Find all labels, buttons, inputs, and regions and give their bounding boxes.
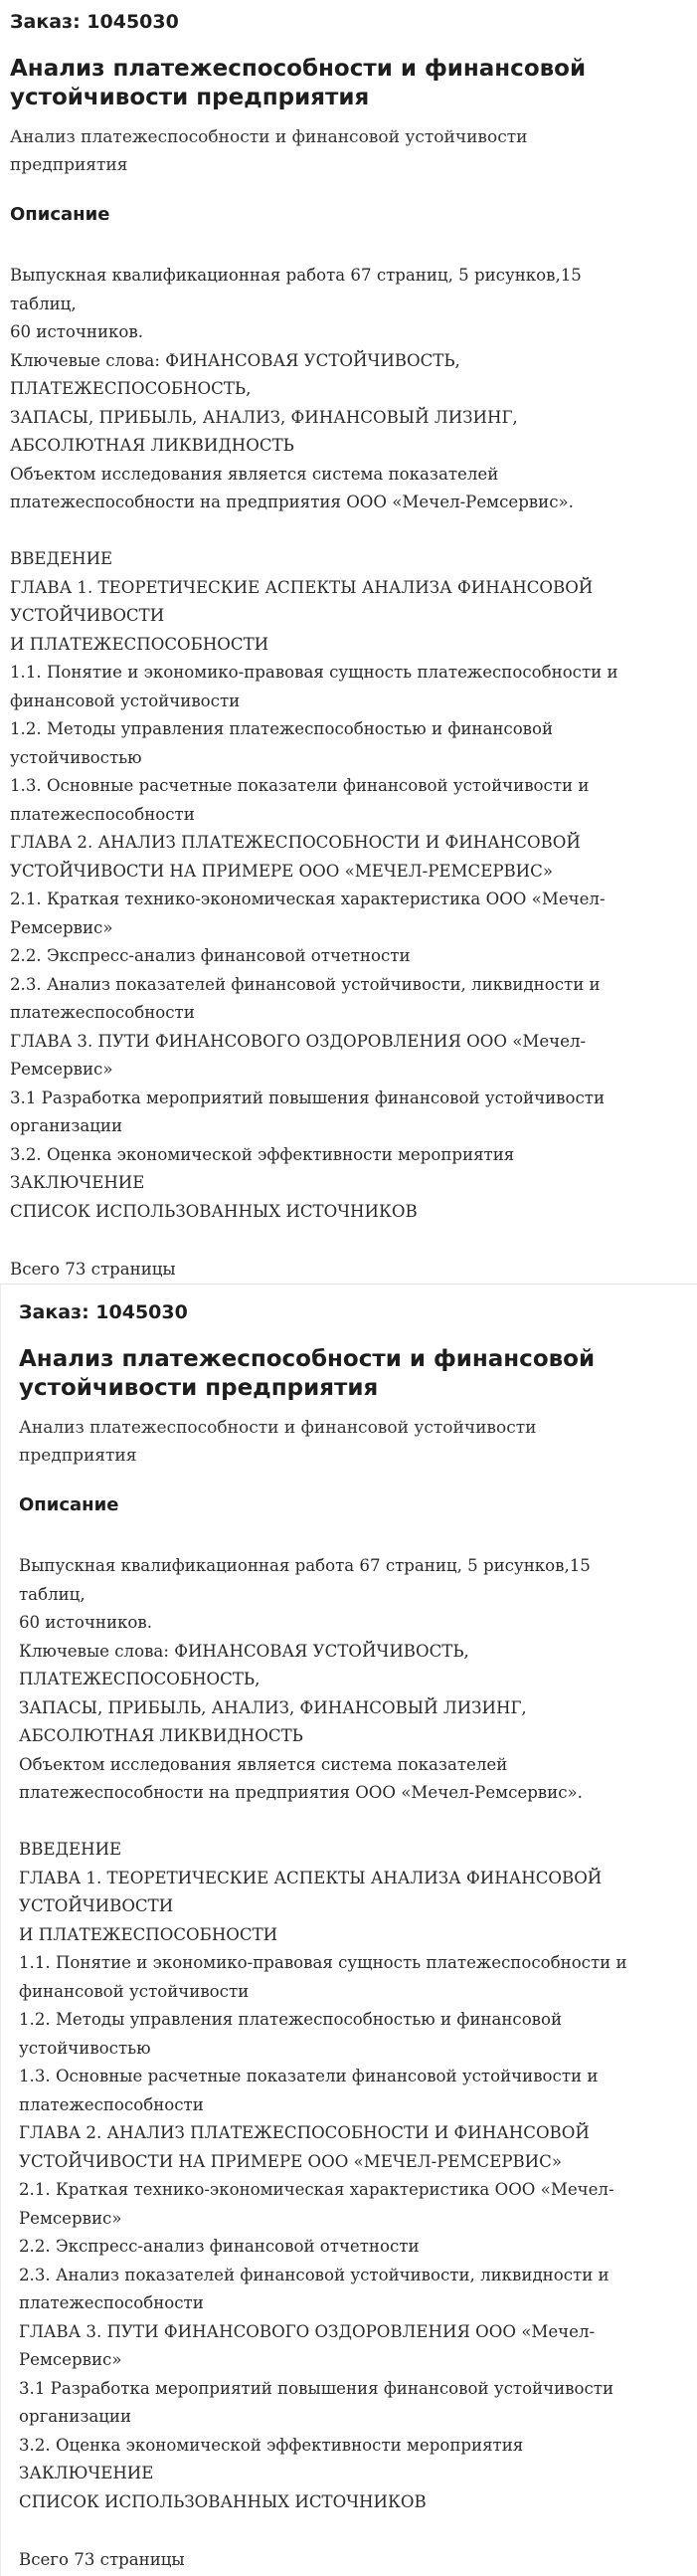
description-line: 60 источников. xyxy=(10,322,143,341)
description-line: ПЛАТЕЖЕСПОСОБНОСТЬ, xyxy=(19,1670,261,1688)
description-line: ЗАКЛЮЧЕНИЕ xyxy=(19,2464,154,2482)
description-line: СПИСОК ИСПОЛЬЗОВАННЫХ ИСТОЧНИКОВ xyxy=(10,1201,418,1221)
description-line: организации xyxy=(19,2407,132,2426)
description-line: Ключевые слова: ФИНАНСОВАЯ УСТОЙЧИВОСТЬ, xyxy=(19,1641,469,1661)
work-title-line: устойчивости предприятия xyxy=(19,1375,379,1401)
description-line: таблиц, xyxy=(10,294,77,313)
description-line: платежеспособности на предприятия ООО «Мечел-Ремсервис». xyxy=(19,1783,583,1802)
description-line: Ремсервис» xyxy=(10,917,113,937)
description-line: 2.1. Краткая технико-экономическая характеристика ООО «Мечел- xyxy=(19,2180,614,2199)
description-line: устойчивостью xyxy=(10,747,142,767)
description-line: Объектом исследования является система показателей xyxy=(19,1754,508,1774)
description-line: ГЛАВА 1. ТЕОРЕТИЧЕСКИЕ АСПЕКТЫ АНАЛИЗА ФИНАНСОВОЙ xyxy=(19,1868,603,1887)
description-line: 1.3. Основные расчетные показатели финансовой устойчивости и xyxy=(19,2067,599,2085)
description-body xyxy=(10,262,687,1226)
description-line: платежеспособности xyxy=(19,2094,204,2114)
description-line: Ключевые слова: ФИНАНСОВАЯ УСТОЙЧИВОСТЬ, xyxy=(10,350,460,370)
description-line: ЗАПАСЫ, ПРИБЫЛЬ, АНАЛИЗ, ФИНАНСОВЫЙ ЛИЗИНГ, xyxy=(19,1697,527,1717)
description-line: финансовой устойчивости xyxy=(10,691,241,710)
description-line: ВВЕДЕНИЕ xyxy=(19,1840,122,1859)
order-card xyxy=(0,0,697,1284)
work-title xyxy=(10,55,687,112)
description-line: Ремсервис» xyxy=(19,2350,122,2369)
description-line: ГЛАВА 2. АНАЛИЗ ПЛАТЕЖЕСПОСОБНОСТИ И ФИНАНСОВОЙ xyxy=(10,833,581,852)
description-line: устойчивостью xyxy=(19,2038,151,2058)
description-line: 2.1. Краткая технико-экономическая характеристика ООО «Мечел- xyxy=(10,890,606,908)
description-line: ЗАКЛЮЧЕНИЕ xyxy=(10,1173,145,1192)
description-line: АБСОЛЮТНАЯ ЛИКВИДНОСТЬ xyxy=(10,436,294,455)
description-line: 60 источников. xyxy=(19,1613,152,1632)
work-subtitle-line: предприятия xyxy=(10,155,128,175)
description-line: 3.1 Разработка мероприятий повышения финансовой устойчивости xyxy=(19,2378,614,2398)
description-line: 2.2. Экспресс-анализ финансовой отчетности xyxy=(10,946,411,965)
description-line: Выпускная квалификационная работа 67 страниц, 5 рисунков,15 xyxy=(10,266,582,285)
description-line: УСТОЙЧИВОСТИ НА ПРИМЕРЕ ООО «МЕЧЕЛ-РЕМСЕРВИС» xyxy=(19,2151,563,2171)
description-line: ГЛАВА 1. ТЕОРЕТИЧЕСКИЕ АСПЕКТЫ АНАЛИЗА ФИНАНСОВОЙ xyxy=(10,577,594,597)
description-line: платежеспособности xyxy=(10,804,195,824)
order-card-content xyxy=(0,9,697,1284)
description-heading: Описание xyxy=(19,1494,119,1515)
description-line: 2.3. Анализ показателей финансовой устойчивости, ликвидности и xyxy=(19,2265,610,2284)
description-line: 1.2. Методы управления платежеспособностью и финансовой xyxy=(10,719,554,738)
description-line: И ПЛАТЕЖЕСПОСОБНОСТИ xyxy=(19,1924,278,1944)
description-line: АБСОЛЮТНАЯ ЛИКВИДНОСТЬ xyxy=(19,1726,303,1745)
description-line: ВВЕДЕНИЕ xyxy=(10,549,113,568)
description-body xyxy=(19,1552,683,2516)
total-pages: Всего 73 страницы xyxy=(19,2550,185,2569)
description-line: 3.2. Оценка экономической эффективности мероприятия xyxy=(19,2435,524,2455)
description-line: Объектом исследования является система показателей xyxy=(10,464,499,484)
description-line: таблиц, xyxy=(19,1584,86,1604)
work-subtitle xyxy=(19,1414,683,1470)
description-line: платежеспособности xyxy=(19,2293,204,2312)
description-line: УСТОЙЧИВОСТИ xyxy=(19,1896,174,1915)
work-subtitle xyxy=(10,123,687,179)
description-line: финансовой устойчивости xyxy=(19,1981,250,2001)
description-line: 1.2. Методы управления платежеспособностью и финансовой xyxy=(19,2010,563,2029)
description-line: И ПЛАТЕЖЕСПОСОБНОСТИ xyxy=(10,634,269,654)
description-line: 1.1. Понятие и экономико-правовая сущность платежеспособности и xyxy=(19,1953,627,1972)
description-line: платежеспособности на предприятия ООО «Мечел-Ремсервис». xyxy=(10,493,574,511)
work-title-line: Анализ платежеспособности и финансовой xyxy=(19,1346,596,1372)
description-line: 2.3. Анализ показателей финансовой устойчивости, ликвидности и xyxy=(10,974,601,994)
order-card-content xyxy=(1,1299,697,2574)
work-subtitle-line: Анализ платежеспособности и финансовой устойчивости xyxy=(19,1418,537,1438)
work-title xyxy=(19,1345,683,1403)
description-line xyxy=(19,1808,683,1837)
description-line: организации xyxy=(10,1116,123,1135)
description-line: 3.1 Разработка мероприятий повышения финансовой устойчивости xyxy=(10,1088,606,1107)
description-line: ПЛАТЕЖЕСПОСОБНОСТЬ, xyxy=(10,379,252,398)
description-line: ГЛАВА 2. АНАЛИЗ ПЛАТЕЖЕСПОСОБНОСТИ И ФИНАНСОВОЙ xyxy=(19,2123,590,2142)
description-line: Выпускная квалификационная работа 67 страниц, 5 рисунков,15 xyxy=(19,1556,591,1575)
description-line: платежеспособности xyxy=(10,1003,195,1022)
description-line: ГЛАВА 3. ПУТИ ФИНАНСОВОГО ОЗДОРОВЛЕНИЯ ООО «Мечел- xyxy=(10,1031,587,1051)
description-line xyxy=(10,517,687,546)
description-line: Ремсервис» xyxy=(19,2208,122,2228)
work-subtitle-line: Анализ платежеспособности и финансовой устойчивости xyxy=(10,127,528,147)
description-line: 2.2. Экспресс-анализ финансовой отчетности xyxy=(19,2237,420,2256)
work-title-line: Анализ платежеспособности и финансовой xyxy=(10,56,587,82)
description-line: УСТОЙЧИВОСТИ НА ПРИМЕРЕ ООО «МЕЧЕЛ-РЕМСЕРВИС» xyxy=(10,861,554,881)
description-line: 1.3. Основные расчетные показатели финансовой устойчивости и xyxy=(10,776,590,795)
description-line: 1.1. Понятие и экономико-правовая сущность платежеспособности и xyxy=(10,663,618,682)
description-line: СПИСОК ИСПОЛЬЗОВАННЫХ ИСТОЧНИКОВ xyxy=(19,2491,427,2511)
order-number: Заказ: 1045030 xyxy=(10,11,179,33)
description-line: 3.2. Оценка экономической эффективности мероприятия xyxy=(10,1144,515,1164)
description-line: ГЛАВА 3. ПУТИ ФИНАНСОВОГО ОЗДОРОВЛЕНИЯ ООО «Мечел- xyxy=(19,2321,596,2341)
description-line: Ремсервис» xyxy=(10,1060,113,1079)
work-title-line: устойчивости предприятия xyxy=(10,85,370,110)
total-pages: Всего 73 страницы xyxy=(10,1260,176,1279)
description-line: УСТОЙЧИВОСТИ xyxy=(10,606,165,625)
work-subtitle-line: предприятия xyxy=(19,1446,137,1466)
order-number: Заказ: 1045030 xyxy=(19,1301,188,1323)
order-card xyxy=(0,1284,697,2576)
description-line: ЗАПАСЫ, ПРИБЫЛЬ, АНАЛИЗ, ФИНАНСОВЫЙ ЛИЗИНГ, xyxy=(10,407,518,427)
description-heading: Описание xyxy=(10,204,110,225)
